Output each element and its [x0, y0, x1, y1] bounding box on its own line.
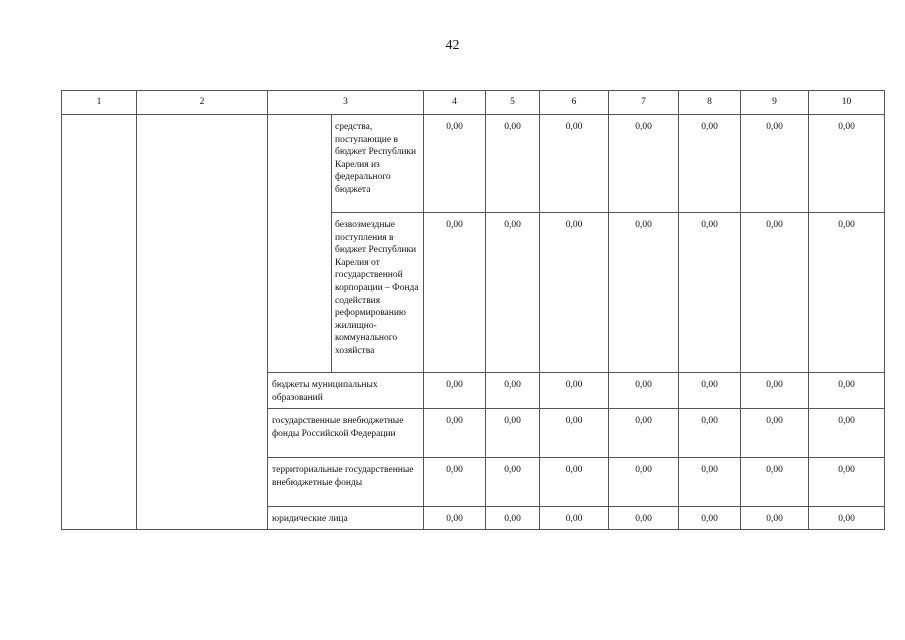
header-cell: 9 [741, 91, 809, 115]
value-cell: 0,00 [540, 507, 609, 530]
budget-table [61, 90, 885, 530]
value-cell: 0,00 [609, 507, 679, 530]
value-cell: 0,00 [486, 458, 540, 507]
value-cell: 0,00 [540, 115, 609, 213]
value-cell: 0,00 [540, 458, 609, 507]
value-cell: 0,00 [424, 458, 486, 507]
value-cell: 0,00 [679, 507, 741, 530]
value-cell: 0,00 [679, 373, 741, 409]
header-cell: 5 [486, 91, 540, 115]
row-label: юридические лица [268, 507, 424, 530]
header-cell: 3 [268, 91, 424, 115]
row-label: государственные внебюджетные фонды Российской Федерации [268, 409, 424, 458]
value-cell: 0,00 [741, 507, 809, 530]
header-cell: 10 [809, 91, 885, 115]
empty-cell-col1 [62, 115, 137, 530]
value-cell: 0,00 [424, 115, 486, 213]
row-label: бюджеты муниципальных образований [268, 373, 424, 409]
value-cell: 0,00 [424, 213, 486, 373]
header-cell: 8 [679, 91, 741, 115]
header-cell: 6 [540, 91, 609, 115]
value-cell: 0,00 [741, 458, 809, 507]
empty-cell-col3a [268, 115, 332, 373]
value-cell: 0,00 [809, 373, 885, 409]
value-cell: 0,00 [424, 373, 486, 409]
value-cell: 0,00 [741, 373, 809, 409]
value-cell: 0,00 [741, 213, 809, 373]
value-cell: 0,00 [679, 409, 741, 458]
value-cell: 0,00 [486, 115, 540, 213]
header-cell: 7 [609, 91, 679, 115]
value-cell: 0,00 [609, 213, 679, 373]
value-cell: 0,00 [679, 213, 741, 373]
value-cell: 0,00 [424, 409, 486, 458]
value-cell: 0,00 [809, 507, 885, 530]
value-cell: 0,00 [679, 115, 741, 213]
value-cell: 0,00 [609, 458, 679, 507]
value-cell: 0,00 [540, 213, 609, 373]
value-cell: 0,00 [809, 409, 885, 458]
value-cell: 0,00 [424, 507, 486, 530]
value-cell: 0,00 [486, 507, 540, 530]
row-label: средства, поступающие в бюджет Республики Карелия из федерального бюджета [332, 115, 424, 213]
value-cell: 0,00 [486, 213, 540, 373]
value-cell: 0,00 [679, 458, 741, 507]
value-cell: 0,00 [486, 409, 540, 458]
value-cell: 0,00 [609, 373, 679, 409]
row-label: территориальные государственные внебюджетные фонды [268, 458, 424, 507]
table-header-row [62, 91, 885, 115]
row-label: безвозмездные поступления в бюджет Республики Карелия от государственной корпорации – Фонда содействия реформированию жилищно-коммунального хозяйства [332, 213, 424, 373]
header-cell: 2 [137, 91, 268, 115]
value-cell: 0,00 [540, 373, 609, 409]
value-cell: 0,00 [809, 115, 885, 213]
value-cell: 0,00 [540, 409, 609, 458]
value-cell: 0,00 [609, 115, 679, 213]
value-cell: 0,00 [741, 409, 809, 458]
header-cell: 1 [62, 91, 137, 115]
page-number: 42 [445, 38, 460, 53]
value-cell: 0,00 [809, 213, 885, 373]
empty-cell-col2 [137, 115, 268, 530]
table-row [62, 115, 885, 213]
value-cell: 0,00 [486, 373, 540, 409]
header-cell: 4 [424, 91, 486, 115]
value-cell: 0,00 [809, 458, 885, 507]
value-cell: 0,00 [609, 409, 679, 458]
value-cell: 0,00 [741, 115, 809, 213]
